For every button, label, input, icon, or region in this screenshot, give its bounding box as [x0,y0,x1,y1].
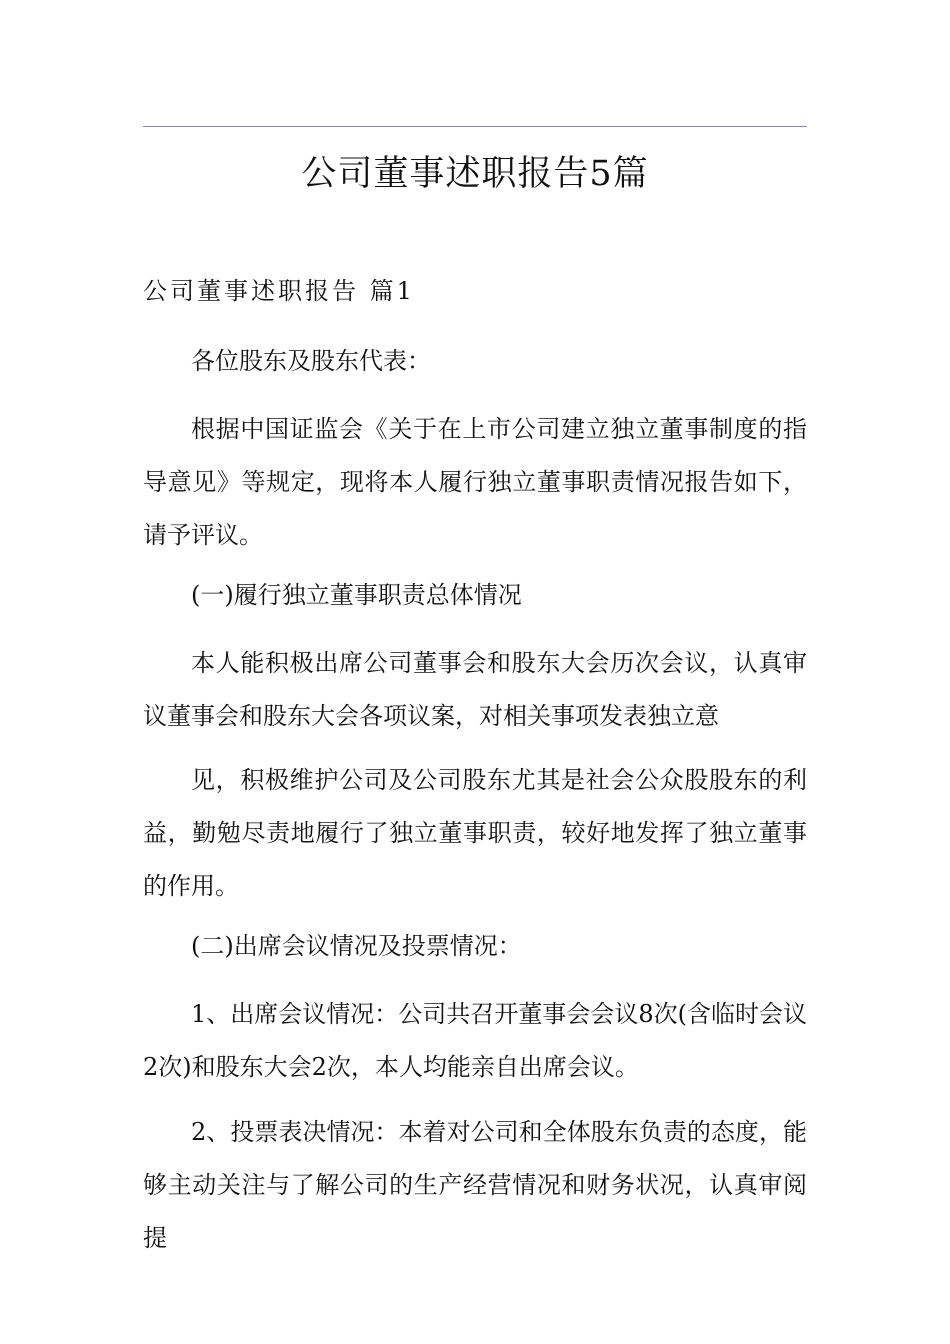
paragraph-meeting-attendance: 1、出席会议情况：公司共召开董事会会议8次(含临时会议2次)和股东大会2次，本人均能亲自出席会议。 [143,1000,807,1081]
top-divider [143,126,807,127]
section-heading: 公司董事述职报告 篇1 [143,277,415,305]
document-title: 公司董事述职报告5篇 [301,154,649,194]
subheading-overall-performance: (一)履行独立董事职责总体情况 [191,581,522,609]
paragraph-intro: 根据中国证监会《关于在上市公司建立独立董事制度的指导意见》等规定，现将本人履行独立董事职责情况报告如下，请予评议。 [143,415,807,549]
paragraph-voting: 2、投票表决情况：本着对公司和全体股东负责的态度，能够主动关注与了解公司的生产经营情况和财务状况，认真审阅提 [143,1118,807,1252]
paragraph-salutation: 各位股东及股东代表： [191,347,431,375]
paragraph-duties: 见，积极维护公司及公司股东尤其是社会公众股股东的利益，勤勉尽责地履行了独立董事职责，较好地发挥了独立董事的作用。 [143,766,807,900]
subheading-meetings-voting: (二)出席会议情况及投票情况： [191,932,522,960]
paragraph-attendance-summary: 本人能积极出席公司董事会和股东大会历次会议，认真审议董事会和股东大会各项议案，对相关事项发表独立意 [143,649,807,730]
